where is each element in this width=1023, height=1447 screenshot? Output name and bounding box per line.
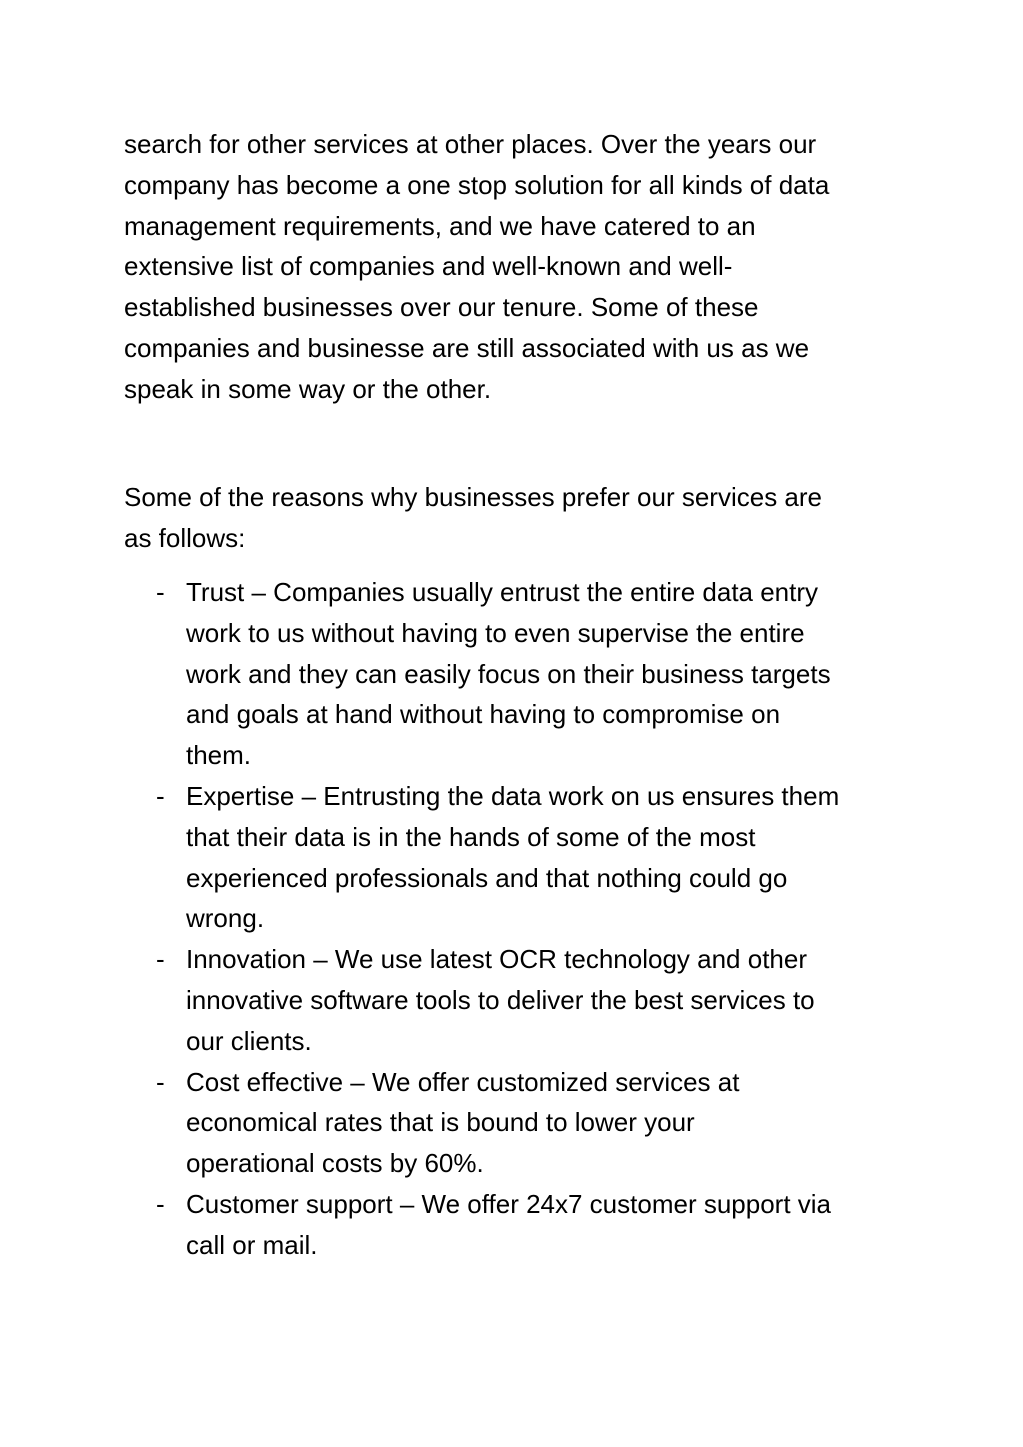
bullet-dash: -	[156, 577, 165, 607]
list-item-line: work to us without having to even supervise the entire	[186, 617, 805, 648]
list-item-line: experienced professionals and that nothing could go	[186, 862, 788, 893]
list-item-line: economical rates that is bound to lower your	[186, 1107, 695, 1138]
intro-paragraph	[124, 124, 914, 410]
text-line: as follows:	[124, 522, 246, 553]
text-line: search for other services at other places. Over the years our	[124, 129, 817, 159]
reasons-intro-paragraph	[124, 477, 914, 559]
list-item-line: innovative software tools to deliver the best services to	[186, 984, 815, 1015]
list-item	[124, 1062, 914, 1184]
text-line: management requirements, and we have catered to an	[124, 210, 756, 241]
list-item-line: wrong.	[186, 903, 265, 934]
list-item-line: operational costs by 60%.	[186, 1148, 484, 1179]
bullet-dash: -	[156, 944, 165, 975]
bullet-dash: -	[156, 780, 165, 811]
list-item-line: Customer support – We offer 24x7 customer support via	[186, 1188, 832, 1219]
list-item-line: work and they can easily focus on their business targets	[186, 658, 831, 689]
list-item-line: them.	[186, 740, 252, 771]
list-item-line: Trust – Companies usually entrust the entire data entry	[186, 577, 819, 607]
list-item-line: that their data is in the hands of some of the most	[186, 821, 756, 852]
text-line: company has become a one stop solution for all kinds of data	[124, 169, 830, 200]
text-line: speak in some way or the other.	[124, 373, 492, 404]
text-line: extensive list of companies and well-known and well-	[124, 251, 733, 282]
list-item-line: Innovation – We use latest OCR technology and other	[186, 944, 808, 975]
list-item-line: and goals at hand without having to compromise on	[186, 699, 781, 730]
list-item	[124, 572, 914, 776]
text-line: established businesses over our tenure. Some of these	[124, 292, 759, 323]
list-item	[124, 939, 914, 1061]
list-item-line: call or mail.	[186, 1229, 318, 1260]
list-item-line: our clients.	[186, 1025, 312, 1056]
list-item-line: Cost effective – We offer customized services at	[186, 1066, 740, 1097]
list-item-line: Expertise – Entrusting the data work on us ensures them	[186, 780, 840, 811]
list-item	[124, 1184, 914, 1266]
list-item	[124, 776, 914, 939]
reasons-list	[124, 572, 914, 1266]
text-line: Some of the reasons why businesses prefer our services are	[124, 482, 823, 512]
text-line: companies and businesse are still associated with us as we	[124, 332, 810, 363]
bullet-dash: -	[156, 1188, 165, 1219]
bullet-dash: -	[156, 1066, 165, 1097]
